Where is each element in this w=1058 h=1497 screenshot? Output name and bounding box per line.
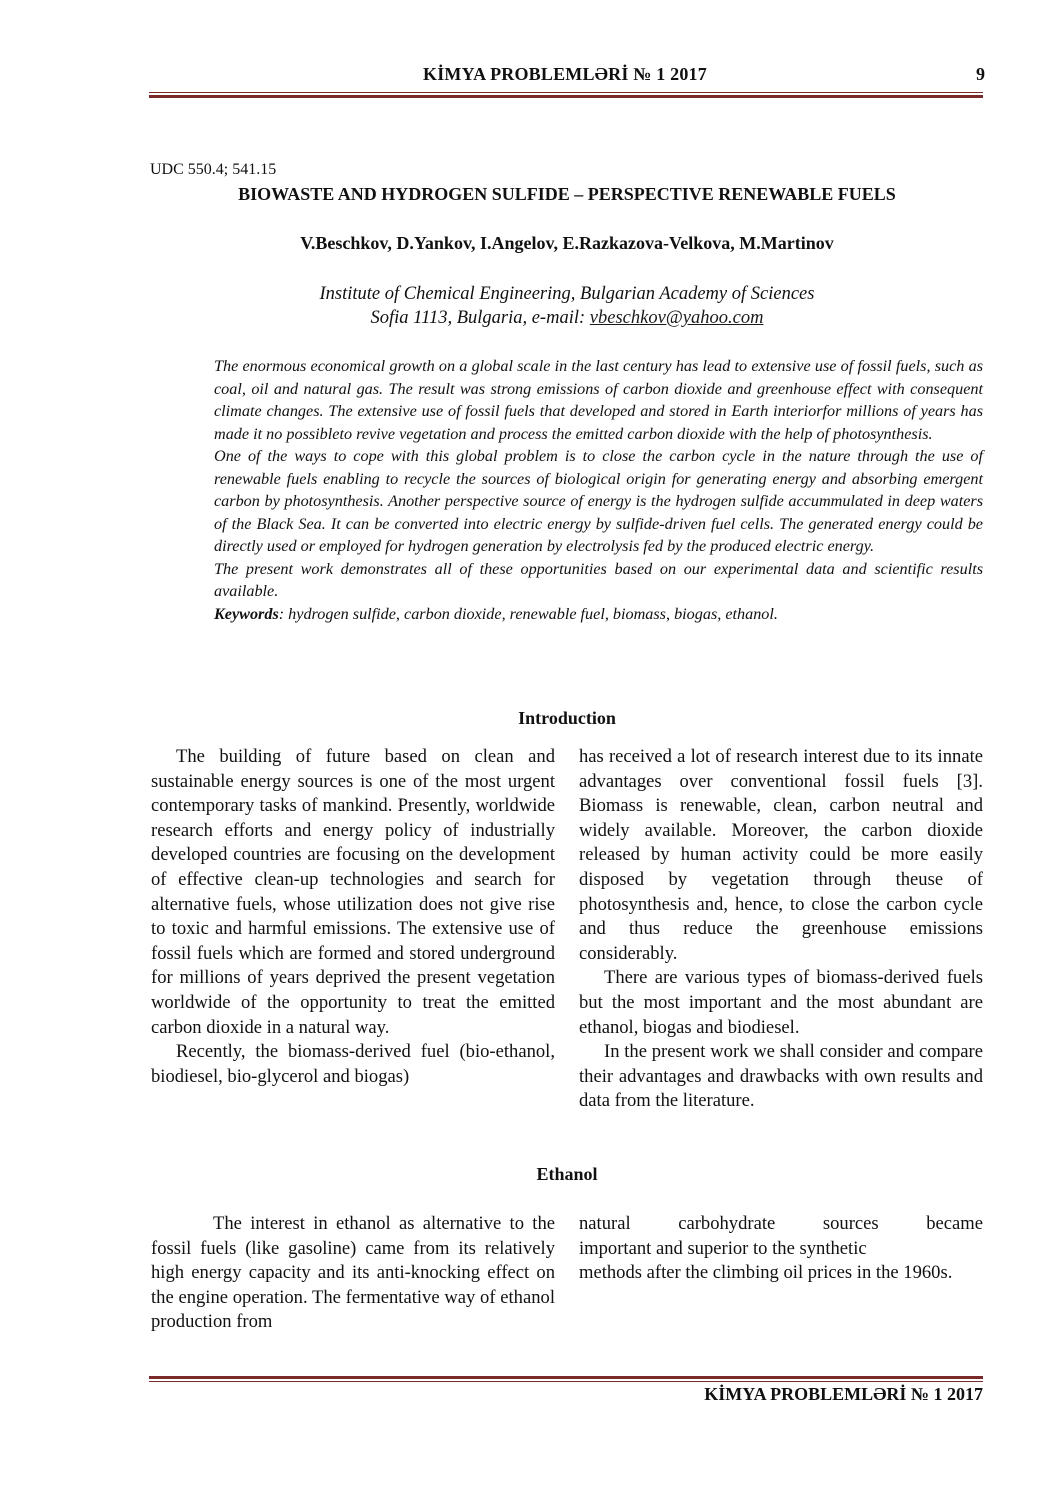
intro-left-paragraph-1: The building of future based on clean and sustainable energy sources is one of the most urgent contemporary tasks of mankind. Presently, worldwide research efforts and energy policy of industrially developed countries are focusing on the development of effective clean-up technologies and search for alternative fuels, whose utilization does not give rise to toxic and harmful emissions. The extensive use of fossil fuels which are formed and stored underground for millions of years deprived the present vegetation worldwide of the opportunity to treat the emitted carbon dioxide in a natural way. (151, 746, 555, 1038)
affiliation (150, 282, 984, 330)
ethanol-right-column (579, 1212, 983, 1286)
affiliation-line-2 (150, 306, 984, 330)
abstract-paragraph-1: The enormous economical growth on a global scale in the last century has lead to extensive use of fossil fuels, such as coal, oil and natural gas. The result was strong emissions of carbon dioxide and greenhouse effect with consequent climate changes. The extensive use of fossil fuels that developed and stored in Earth interiorfor millions of years has made it no possibleto revive vegetation and process the emitted carbon dioxide with the help of photosynthesis. (214, 357, 983, 443)
affiliation-address: Sofia 1113, Bulgaria, e-mail: (370, 308, 590, 328)
keywords (214, 603, 983, 626)
ethanol-left-column (151, 1212, 555, 1335)
ethanol-right-line-3: methods after the climbing oil prices in the 1960s. (579, 1262, 953, 1284)
abstract-paragraph-3: The present work demonstrates all of these opportunities based on our experimental data and scientific results available. (214, 559, 983, 600)
intro-right-paragraph-3: In the present work we shall consider and compare their advantages and drawbacks with own results and data from the literature. (579, 1041, 983, 1112)
footer-rule-thick (149, 1376, 983, 1379)
introduction-left-column (151, 745, 555, 1089)
intro-right-paragraph-1: has received a lot of research interest due to its innate advantages over conventional fossil fuels [3]. Biomass is renewable, clean, carbon neutral and widely available. Moreover, the carbon dioxide released by human activity could be more easily disposed by vegetation through theuse of photosynthesis and, hence, to close the carbon cycle and thus reduce the greenhouse emissions considerably. (579, 746, 983, 964)
affiliation-line-1: Institute of Chemical Engineering, Bulgarian Academy of Sciences (319, 284, 815, 304)
header-rule-thick (149, 95, 983, 98)
page-number: 9 (976, 64, 985, 84)
intro-right-paragraph-2: There are various types of biomass-derived fuels but the most important and the most abundant are ethanol, biogas and biodiesel. (579, 967, 983, 1038)
journal-footer: KİMYA PROBLEMLƏRİ № 1 2017 (704, 1384, 983, 1404)
journal-header: KİMYA PROBLEMLƏRİ № 1 2017 (423, 64, 707, 84)
introduction-heading: Introduction (518, 708, 616, 728)
keywords-list: : hydrogen sulfide, carbon dioxide, renewable fuel, biomass, biogas, ethanol. (278, 604, 778, 623)
ethanol-right-line-1: natural carbohydrate sources became (579, 1213, 983, 1234)
abstract (214, 355, 983, 625)
ethanol-heading: Ethanol (536, 1164, 598, 1184)
article-authors: V.Beschkov, D.Yankov, I.Angelov, E.Razkazova-Velkova, M.Martinov (300, 233, 834, 253)
ethanol-left-paragraph-1: The interest in ethanol as alternative to the fossil fuels (like gasoline) came from its relatively high energy capacity and its anti-knocking effect on the engine operation. The fermentative way of ethanol production from (151, 1213, 555, 1333)
keywords-label: Keywords (214, 604, 279, 623)
article-title: BIOWASTE AND HYDROGEN SULFIDE – PERSPECTIVE RENEWABLE FUELS (238, 184, 896, 204)
header-rule-thin (149, 92, 983, 93)
udc-code: UDC 550.4; 541.15 (150, 161, 277, 178)
footer-rule-thin (149, 1381, 983, 1382)
email-link[interactable]: vbeschkov@yahoo.com (589, 308, 764, 328)
introduction-right-column (579, 745, 983, 1114)
abstract-paragraph-2: One of the ways to cope with this global problem is to close the carbon cycle in the nature through the use of renewable fuels enabling to recycle the sources of biological origin for generating energy and absorbing emergent carbon by photosynthesis. Another perspective source of energy is the hydrogen sulfide accummulated in deep waters of the Black Sea. It can be converted into electric energy by sulfide-driven fuel cells. The generated energy could be directly used or employed for hydrogen generation by electrolysis fed by the produced electric energy. (214, 447, 983, 555)
ethanol-right-line-2: important and superior to the synthetic (579, 1237, 867, 1259)
intro-left-paragraph-2: Recently, the biomass-derived fuel (bio-ethanol, biodiesel, bio-glycerol and biogas) (151, 1041, 555, 1087)
